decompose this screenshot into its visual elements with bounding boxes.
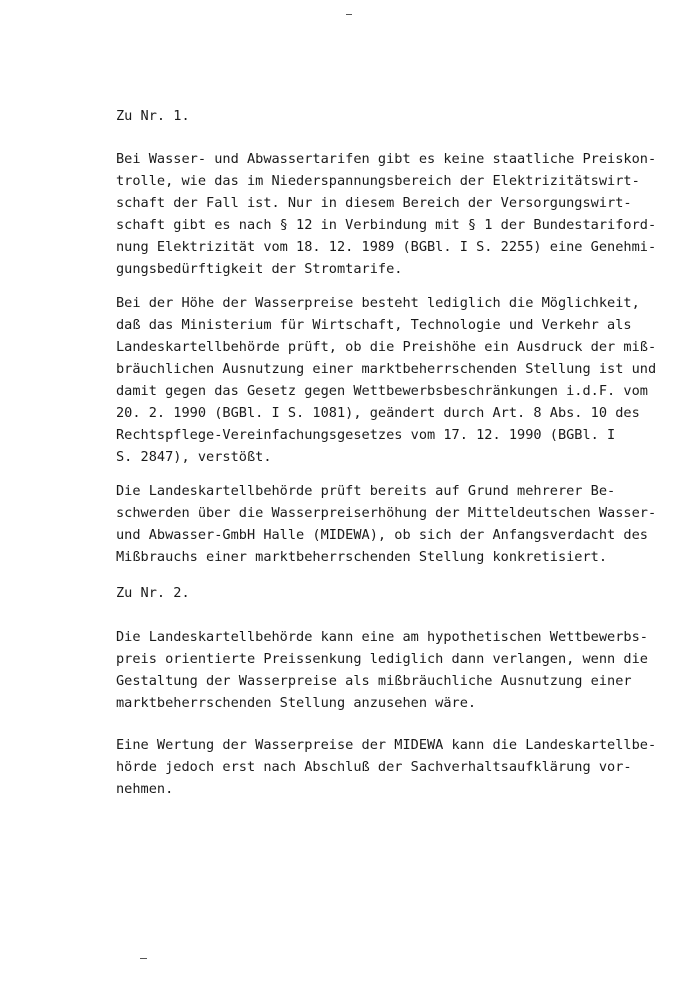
paragraph4-line-4: marktbeherrschenden Stellung anzusehen wäre. — [116, 695, 477, 711]
paragraph1-line-6: gungsbedürftigkeit der Stromtarife. — [116, 261, 403, 277]
paragraph1-line-2: trolle, wie das im Niederspannungsbereich der Elektrizitätswirt- — [116, 173, 640, 189]
paragraph1-line-5: nung Elektrizität vom 18. 12. 1989 (BGBl. I S. 2255) eine Genehmi- — [116, 239, 657, 255]
paragraph1-line-4: schaft gibt es nach § 12 in Verbindung mit § 1 der Bundestariford- — [116, 217, 657, 233]
section2-heading: Zu Nr. 2. — [116, 585, 190, 601]
paragraph4-line-2: preis orientierte Preissenkung lediglich dann verlangen, wenn die — [116, 651, 648, 667]
paragraph5-line-2: hörde jedoch erst nach Abschluß der Sachverhaltsaufklärung vor- — [116, 759, 632, 775]
paragraph4-line-1: Die Landeskartellbehörde kann eine am hypothetischen Wettbewerbs- — [116, 629, 648, 645]
paragraph4-line-3: Gestaltung der Wasserpreise als mißbräuchliche Ausnutzung einer — [116, 673, 632, 689]
paragraph1-line-3: schaft der Fall ist. Nur in diesem Bereich der Versorgungswirt- — [116, 195, 632, 211]
paragraph2-line-4: bräuchlichen Ausnutzung einer marktbeherrschenden Stellung ist und — [116, 361, 657, 377]
paragraph3-line-3: und Abwasser-GmbH Halle (MIDEWA), ob sich der Anfangsverdacht des — [116, 527, 648, 543]
paragraph3-line-1: Die Landeskartellbehörde prüft bereits auf Grund mehrerer Be- — [116, 483, 616, 499]
paragraph2-line-8: S. 2847), verstößt. — [116, 449, 272, 465]
paragraph2-line-3: Landeskartellbehörde prüft, ob die Preishöhe ein Ausdruck der miß- — [116, 339, 657, 355]
scan-mark-top — [346, 14, 352, 15]
paragraph2-line-1: Bei der Höhe der Wasserpreise besteht lediglich die Möglichkeit, — [116, 295, 640, 311]
paragraph2-line-6: 20. 2. 1990 (BGBl. I S. 1081), geändert durch Art. 8 Abs. 10 des — [116, 405, 640, 421]
paragraph2-line-7: Rechtspflege-Vereinfachungsgesetzes vom 17. 12. 1990 (BGBl. I — [116, 427, 616, 443]
paragraph2-line-5: damit gegen das Gesetz gegen Wettbewerbsbeschränkungen i.d.F. vom — [116, 383, 648, 399]
section1-heading: Zu Nr. 1. — [116, 108, 190, 124]
paragraph5-line-3: nehmen. — [116, 781, 174, 797]
paragraph1-line-1: Bei Wasser- und Abwassertarifen gibt es keine staatliche Preiskon- — [116, 151, 657, 167]
paragraph2-line-2: daß das Ministerium für Wirtschaft, Technologie und Verkehr als — [116, 317, 632, 333]
paragraph3-line-4: Mißbrauchs einer marktbeherrschenden Stellung konkretisiert. — [116, 549, 608, 565]
paragraph5-line-1: Eine Wertung der Wasserpreise der MIDEWA kann die Landeskartellbe- — [116, 737, 657, 753]
paragraph3-line-2: schwerden über die Wasserpreiserhöhung der Mitteldeutschen Wasser- — [116, 505, 657, 521]
scan-mark-bottom — [140, 958, 147, 959]
